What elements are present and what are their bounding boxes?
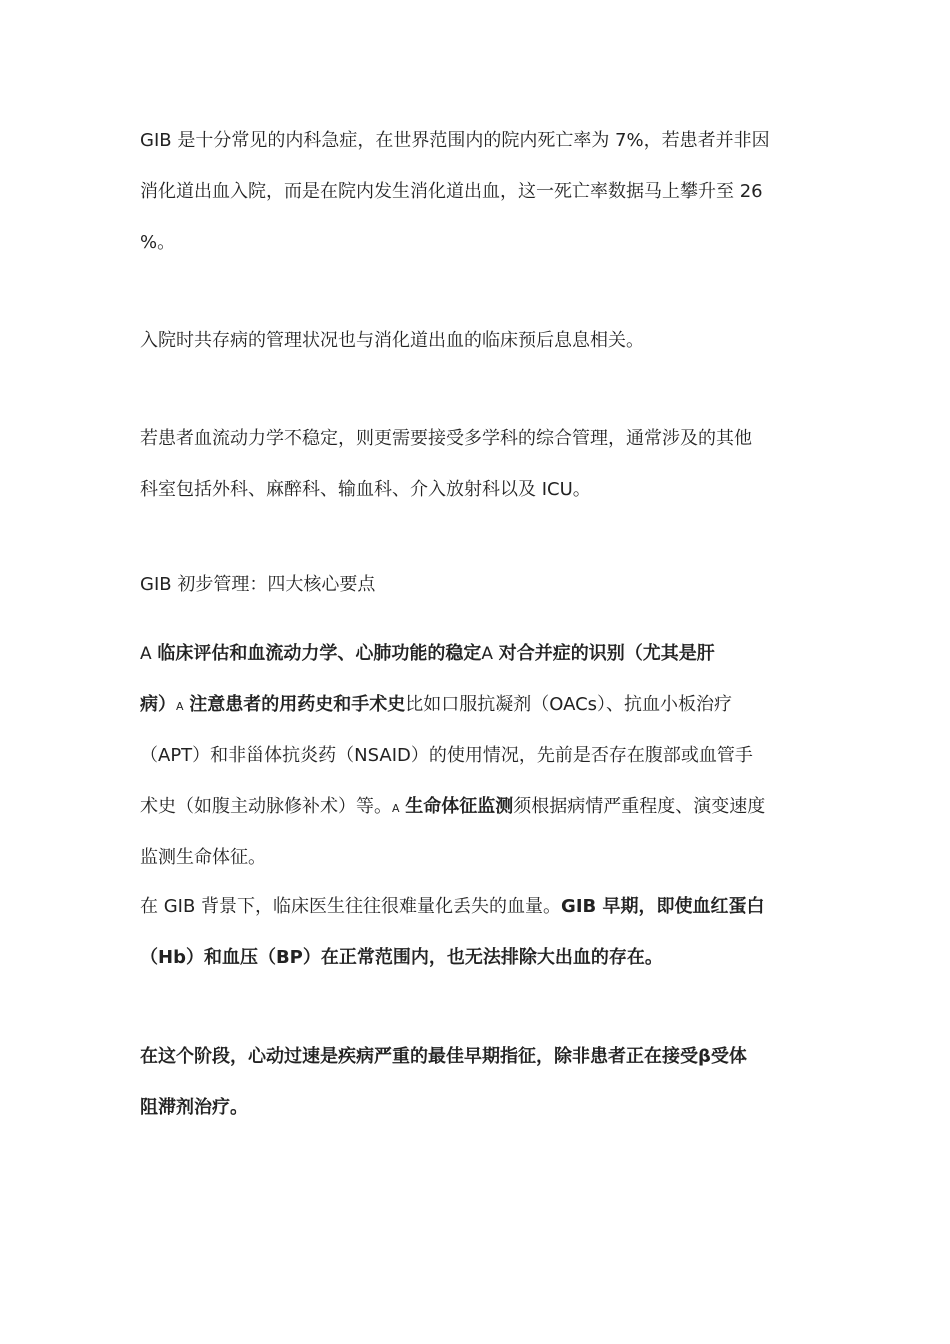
intro-line-2: 消化道出血入院，而是在院内发生消化道出血，这一死亡率数据马上攀升至 26 (140, 181, 763, 202)
core-point-vital-signs: 生命体征监测 (405, 796, 514, 817)
section-title-text: GIB 初步管理：四大核心要点 (140, 574, 376, 595)
intro-paragraph (140, 115, 808, 268)
bullet-marker: A (140, 644, 152, 664)
core-point-medication-history: 注意患者的用药史和手术史 (189, 694, 406, 715)
tachycardia-line-2: 阻滞剂治疗。 (140, 1097, 248, 1118)
multidisciplinary-line-1: 若患者血流动力学不稳定，则更需要接受多学科的综合管理，通常涉及的其他 (140, 428, 752, 449)
core-points-line-1 (140, 628, 808, 679)
tachycardia-paragraph (140, 1031, 808, 1133)
intro-line-1: GIB 是十分常见的内科急症，在世界范围内的院内死亡率为 7%，若患者并非因 (140, 130, 770, 151)
blood-loss-line-1 (140, 881, 808, 932)
comorbidity-paragraph (140, 315, 808, 366)
core-point-comorbidity: 对合并症的识别（尤其是肝 (498, 643, 715, 664)
bullet-marker: A (392, 802, 400, 815)
core-points-line-5: 监测生命体征。 (140, 847, 266, 868)
core-points-paragraph (140, 628, 808, 883)
multidisciplinary-paragraph (140, 413, 808, 515)
section-title (140, 559, 808, 610)
intro-line-3: %。 (140, 232, 176, 253)
tachycardia-line-1: 在这个阶段，心动过速是疾病严重的最佳早期指征，除非患者正在接受β受体 (140, 1046, 747, 1067)
blood-loss-line-2: （Hb）和血压（BP）在正常范围内，也无法排除大出血的存在。 (140, 947, 663, 968)
bullet-marker: A (176, 700, 184, 713)
blood-loss-text: 在 GIB 背景下，临床医生往往很难量化丢失的血量。 (140, 896, 562, 917)
vital-signs-detail: 须根据病情严重程度、演变速度 (513, 796, 766, 817)
blood-loss-emphasis: GIB 早期，即使血红蛋白 (561, 896, 765, 917)
core-point-clinical-assessment: 临床评估和血流动力学、心肺功能的稳定 (157, 643, 482, 664)
core-point-comorbidity-end: 病） (140, 694, 176, 715)
bullet-marker: A (481, 644, 494, 664)
core-points-line-2 (140, 679, 808, 730)
core-points-line-3: （APT）和非甾体抗炎药（NSAID）的使用情况，先前是否存在腹部或血管手 (140, 745, 753, 766)
multidisciplinary-line-2: 科室包括外科、麻醉科、输血科、介入放射科以及 ICU。 (140, 479, 591, 500)
surgery-detail: 术史（如腹主动脉修补术）等。 (140, 796, 392, 817)
comorbidity-line: 入院时共存病的管理状况也与消化道出血的临床预后息息相关。 (140, 330, 644, 351)
core-points-line-4 (140, 781, 808, 832)
medication-detail: 比如口服抗凝剂（OACs）、抗血小板治疗 (405, 694, 733, 715)
blood-loss-paragraph (140, 881, 808, 983)
